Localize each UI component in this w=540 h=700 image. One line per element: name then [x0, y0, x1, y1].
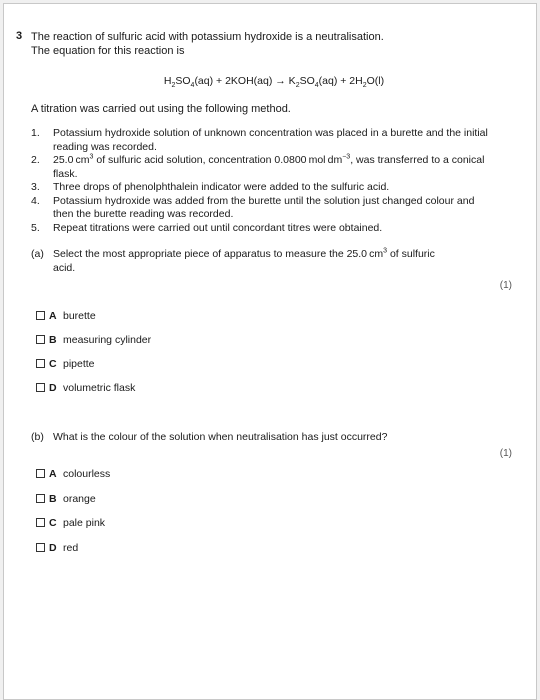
exam-page — [3, 3, 537, 700]
intro-line-1: The reaction of sulfuric acid with potassium hydroxide is a neutralisation. — [31, 31, 384, 43]
method-intro: A titration was carried out using the following method. — [31, 103, 291, 115]
checkbox-icon[interactable] — [36, 311, 45, 320]
part-a-option-b[interactable]: B measuring cylinder — [36, 333, 151, 346]
checkbox-icon[interactable] — [36, 469, 45, 478]
part-a-option-a[interactable]: A burette — [36, 309, 96, 322]
chemical-equation: $H_2SO_4(aq) + 2KOH(aq) \to K_2SO_4(aq) + 2H_2O(l)$ — [163, 75, 385, 90]
checkbox-icon[interactable] — [36, 383, 45, 392]
method-step: 1. Potassium hydroxide solution of unknown concentration was placed in a burette and the initial reading was recorded. — [31, 127, 488, 153]
method-steps — [31, 127, 491, 235]
part-b-option-b[interactable]: B orange — [36, 492, 96, 505]
part-a-question: (a) Select the most appropriate piece of apparatus to measure the 25.0 $cm^3$ of sulfuric acid. — [31, 247, 435, 274]
part-b-option-d[interactable]: D red — [36, 541, 78, 554]
question-number: 3 — [16, 30, 23, 42]
part-b-option-c[interactable]: C pale pink — [36, 516, 105, 529]
method-step: 4. Potassium hydroxide was added from the burette until the solution just changed colour and then the burette reading was recorded. — [31, 194, 475, 220]
intro-line-2: The equation for this reaction is — [31, 45, 185, 57]
method-step: 3. Three drops of phenolphthalein indicator were added to the sulfuric acid. — [31, 181, 390, 193]
part-b-question: (b) What is the colour of the solution when neutralisation has just occurred? — [31, 431, 388, 443]
part-b-marks: (1) — [499, 448, 512, 459]
method-step: 5. Repeat titrations were carried out until concordant titres were obtained. — [31, 221, 383, 234]
method-step: 2. 25.0 $cm^3$ of sulfuric acid solution, concentration 0.0800 mol $dm^{-3}$, was transferred to a conical flask. — [31, 153, 485, 180]
checkbox-icon[interactable] — [36, 359, 45, 368]
checkbox-icon[interactable] — [36, 335, 45, 344]
part-a-option-c[interactable]: C pipette — [36, 357, 95, 370]
part-b-option-a[interactable]: A colourless — [36, 467, 110, 480]
checkbox-icon[interactable] — [36, 543, 45, 552]
part-a-option-d[interactable]: D volumetric flask — [36, 381, 135, 394]
part-a-marks: (1) — [499, 280, 512, 291]
checkbox-icon[interactable] — [36, 518, 45, 527]
question-intro — [31, 30, 384, 58]
checkbox-icon[interactable] — [36, 494, 45, 503]
